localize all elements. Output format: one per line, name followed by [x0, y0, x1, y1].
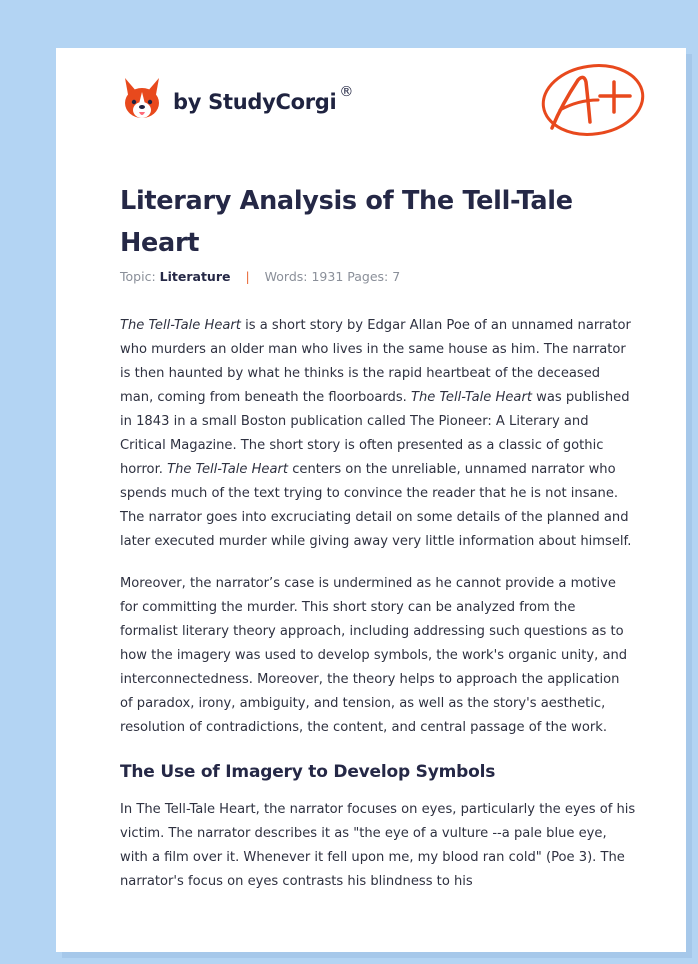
topic-link[interactable]: Literature	[159, 269, 231, 284]
article-body	[120, 314, 636, 912]
text-segment: The Tell-Tale Heart	[120, 318, 241, 333]
text-segment: The Tell-Tale Heart	[411, 390, 532, 405]
text-segment: centers on the unreliable, unnamed narrator who spends much of the text trying to convince the reader that he is not insane. The narrator goes into excruciating detail on some details of the planned and later executed murder while giving away very little information about himself.	[120, 462, 632, 549]
text-segment: Moreover, the narrator’s case is undermined as he cannot provide a motive for committing the murder. This short story can be analyzed from the formalist literary theory approach, including addressing such questions as to how the imagery was used to develop symbols, the work's organic unity, and interconnectedness. Moreover, the theory helps to approach the application of paradox, irony, ambiguity, and tension, as well as the story's aesthetic, resolution of contradictions, the content, and central passage of the work.	[120, 576, 628, 735]
brand-name: by StudyCorgi	[173, 90, 337, 114]
article-meta	[120, 269, 400, 284]
page-count: Pages: 7	[347, 269, 401, 284]
corgi-icon	[121, 76, 163, 120]
word-count: Words: 1931	[264, 269, 344, 284]
paragraph-3: In The Tell-Tale Heart, the narrator focuses on eyes, particularly the eyes of his victim. The narrator describes it as "the eye of a vulture --a pale blue eye, with a film over it. Whenever it fell upon me, my blood ran cold" (Poe 3). The narrator's focus on eyes contrasts his blindness to his	[120, 802, 636, 889]
text-segment: is a short story by Edgar Allan Poe of an unnamed narrator who murders an older man who lives in the same house as him. The narrator is then haunted by what he thinks is the rapid heartbeat of the deceased man, coming from beneath the floorboards.	[120, 318, 631, 405]
meta-separator: |	[245, 269, 250, 284]
brand-logo[interactable]	[121, 76, 353, 120]
grade-a-plus-icon	[538, 60, 648, 140]
paragraph-1	[120, 314, 636, 554]
text-segment: was published in 1843 in a small Boston publication called The Pioneer: A Literary and Critical Magazine. The short story is often presented as a classic of gothic horror.	[120, 390, 630, 477]
paragraph-2	[120, 572, 636, 740]
registered-mark: ®	[339, 84, 354, 100]
topic-label: Topic:	[120, 269, 156, 284]
document-page	[56, 48, 686, 952]
page-title: Literary Analysis of The Tell-Tale Heart	[120, 186, 573, 258]
section-heading: The Use of Imagery to Develop Symbols	[120, 762, 496, 782]
text-segment: The Tell-Tale Heart	[167, 462, 289, 477]
